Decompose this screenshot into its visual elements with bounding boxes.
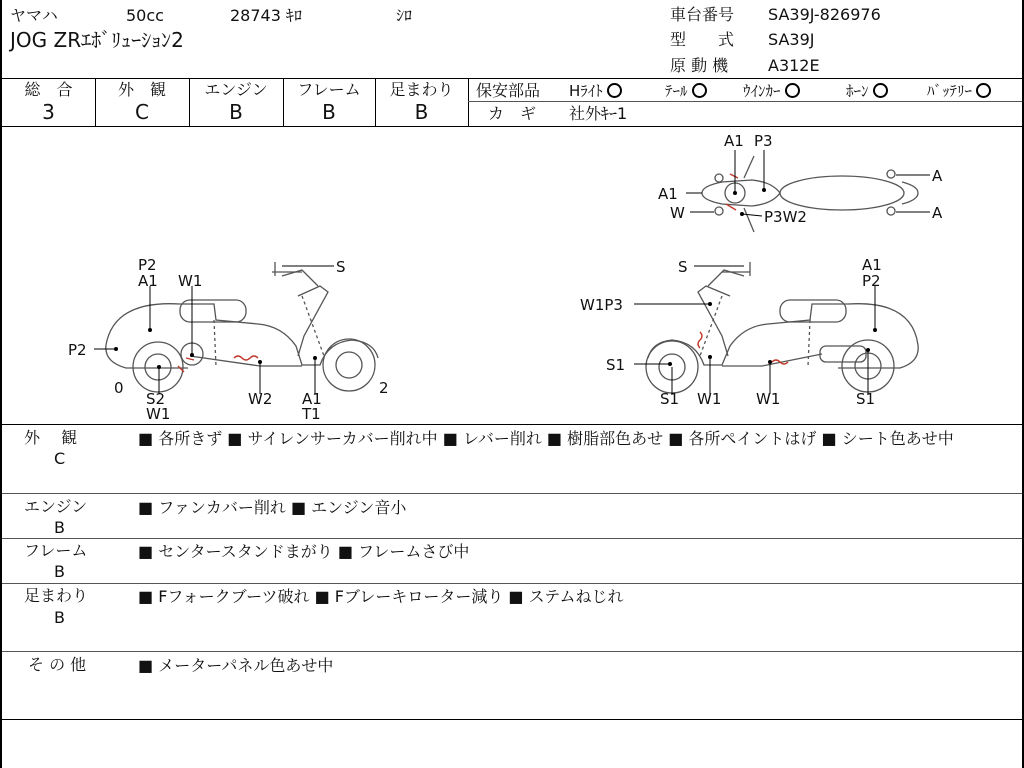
section-text-suspension: ■ Fフォークブーツ破れ ■ Fブレーキローター減り ■ ステムねじれ [138,587,624,606]
safety-headlight: Hﾗｲﾄ [569,81,622,101]
diagram-label: 0 [114,379,124,397]
color: ｼﾛ [396,6,413,25]
diagram-label: P3W2 [764,208,807,226]
diagram-label: S2 [146,390,166,408]
damage-diagram [2,127,1022,423]
engine-grade: B [229,100,243,124]
frame-number-value: SA39J-826976 [768,5,881,24]
maker: ヤマハ [10,6,58,25]
diagram-label: 2 [379,379,389,397]
frame-grade: B [322,100,336,124]
key-label: カ ギ [488,104,537,123]
diagram-label: A1 [658,185,678,203]
ok-circle-icon [873,83,888,98]
diagram-label: W [670,204,685,222]
diagram-label: S1 [660,390,680,408]
key-value: 社外ｷｰ1 [569,104,628,123]
model-name: JOG ZRｴﾎﾞﾘｭｰｼｮﾝ2 [10,28,184,52]
overall-label: 総 合 [24,80,73,99]
diagram-label: S1 [606,356,626,374]
section-grade-frame: B [54,562,65,581]
ok-circle-icon [785,83,800,98]
engine-label: エンジン [204,80,268,99]
diagram-label: A [932,167,943,185]
diagram-label: A1 [138,272,158,290]
section-text-other: ■ メーターパネル色あせ中 [138,656,334,675]
section-label-engine: エンジン [24,497,88,516]
diagram-label: W1 [697,390,722,408]
ok-circle-icon [607,83,622,98]
section-grade-suspension: B [54,608,65,627]
safety-horn: ﾎｰﾝ [846,81,888,101]
suspension-label: 足まわり [389,80,454,99]
section-label-suspension: 足まわり [24,586,89,605]
safety-taillight: ﾃｰﾙ [665,81,707,101]
diagram-label: P2 [68,341,87,359]
diagram-label: W1 [756,390,781,408]
safety-label: 保安部品 [476,81,541,100]
section-grade-exterior: C [54,449,66,468]
safety-winker: ｳｲﾝｶｰ [743,81,800,101]
diagram-label: P3 [754,132,773,150]
diagram-label: W1 [146,405,171,423]
mileage: 28743 ｷﾛ [230,6,302,25]
diagram-label: W1P3 [580,296,623,314]
section-label-other: そ の 他 [28,655,87,674]
diagram-label: W2 [248,390,273,408]
diagram-label: A1 [302,390,322,408]
diagram-label: A [932,204,943,222]
diagram-label: P2 [138,256,157,274]
diagram-label: A1 [862,256,882,274]
safety-battery: ﾊﾞｯﾃﾘｰ [927,81,991,101]
section-text-engine: ■ ファンカバー削れ ■ エンジン音小 [138,498,407,517]
ok-circle-icon [976,83,991,98]
diagram-label: W1 [178,272,203,290]
section-label-frame: フレーム [24,541,88,560]
diagram-label: P2 [862,272,881,290]
diagram-label: S [336,258,346,276]
section-label-exterior: 外 観 [24,428,78,447]
diagram-label: S1 [856,390,876,408]
ok-circle-icon [692,83,707,98]
diagram-label: S [678,258,688,276]
exterior-grade: C [135,100,149,124]
engine-code-value: A312E [768,56,820,75]
diagram-label: A1 [724,132,744,150]
engine-code-label: 原 動 機 [670,56,729,75]
section-text-exterior: ■ 各所きず ■ サイレンサーカバー削れ中 ■ レバー削れ ■ 樹脂部色あせ ■ 各所ペイントはげ ■ シート色あせ中 [138,429,954,448]
diagram-label: T1 [302,405,321,423]
exterior-label: 外 観 [117,80,166,99]
suspension-grade: B [414,100,429,124]
divider [2,78,1022,79]
section-text-frame: ■ センタースタンドまがり ■ フレームさび中 [138,542,470,561]
model-type-value: SA39J [768,30,815,49]
displacement: 50cc [126,6,164,25]
overall-grade: 3 [42,100,55,124]
frame-number-label: 車台番号 [670,5,735,24]
model-type-label: 型 式 [670,30,735,49]
section-grade-engine: B [54,518,65,537]
frame-label: フレーム [297,80,361,99]
